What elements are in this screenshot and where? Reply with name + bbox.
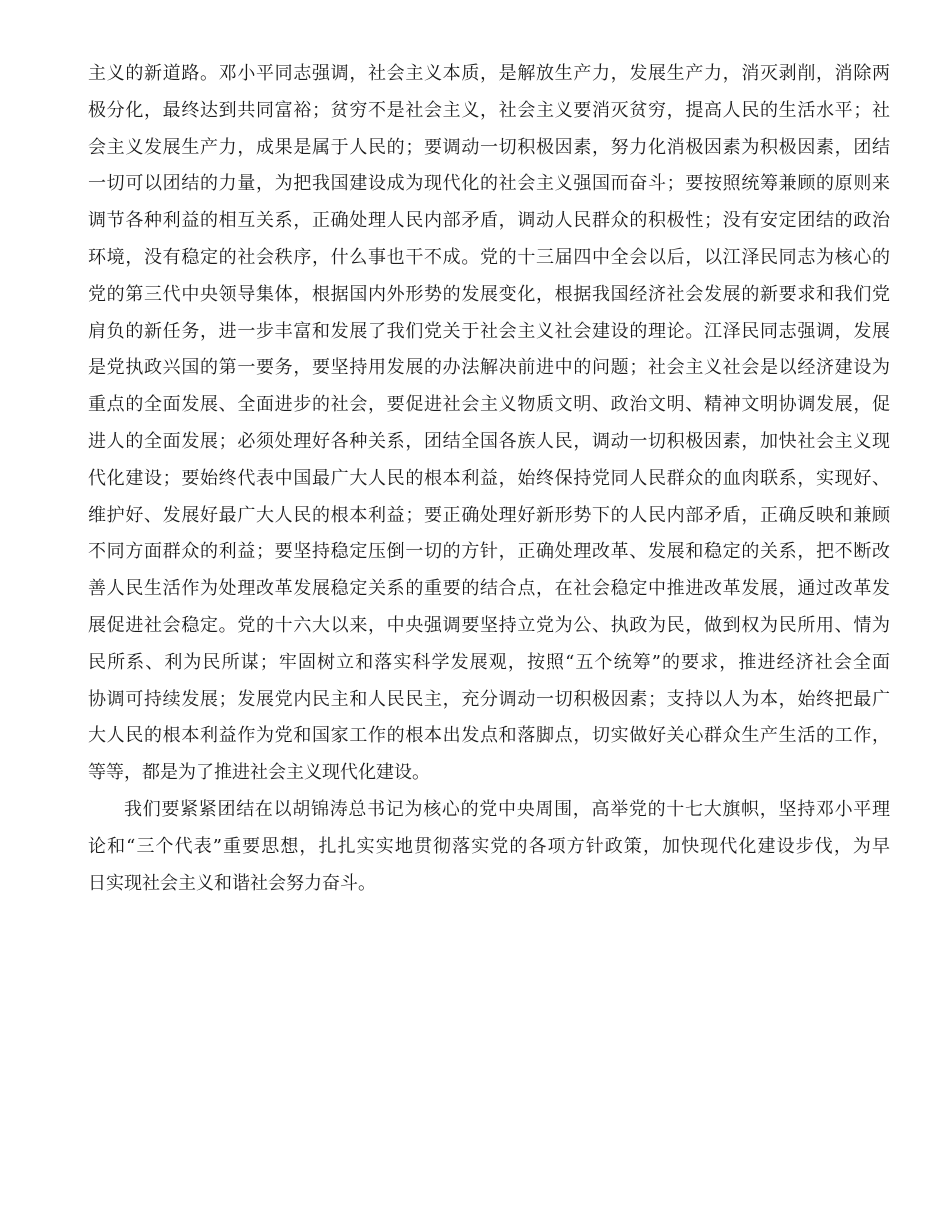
text-line: 肩负的新任务，进一步丰富和发展了我们党关于社会主义社会建设的理论。江泽民同志强调，发展 bbox=[88, 320, 890, 342]
text-line: 一切可以团结的力量，为把我国建设成为现代化的社会主义强国而奋斗；要按照统筹兼顾的原则来 bbox=[88, 173, 890, 195]
text-line: 重点的全面发展、全面进步的社会，要促进社会主义物质文明、政治文明、精神文明协调发展，促 bbox=[88, 394, 890, 416]
text-line: 主义的新道路。邓小平同志强调，社会主义本质，是解放生产力，发展生产力，消灭剥削，消除两 bbox=[88, 63, 890, 84]
text-line: 不同方面群众的利益；要坚持稳定压倒一切的方针，正确处理改革、发展和稳定的关系，把不断改 bbox=[88, 541, 890, 563]
text-line: 论和“三个代表”重要思想，扎扎实实地贯彻落实党的各项方针政策，加快现代化建设步伐，为早 bbox=[88, 835, 890, 857]
text-line: 会主义发展生产力，成果是属于人民的；要调动一切积极因素，努力化消极因素为积极因素，团结 bbox=[88, 136, 890, 158]
text-line: 代化建设；要始终代表中国最广大人民的根本利益，始终保持党同人民群众的血肉联系，实现好、 bbox=[88, 467, 890, 489]
text-line: 日实现社会主义和谐社会努力奋斗。 bbox=[88, 872, 376, 894]
text-line: 善人民生活作为处理改革发展稳定关系的重要的结合点，在社会稳定中推进改革发展，通过改革发 bbox=[88, 578, 890, 600]
text-line: 维护好、发展好最广大人民的根本利益；要正确处理好新形势下的人民内部矛盾，正确反映和兼顾 bbox=[88, 504, 890, 526]
text-line: 民所系、利为民所谋；牢固树立和落实科学发展观，按照“五个统筹”的要求，推进经济社会全面 bbox=[88, 651, 890, 673]
text-line: 调节各种利益的相互关系，正确处理人民内部矛盾，调动人民群众的积极性；没有安定团结的政治 bbox=[88, 210, 890, 232]
text-line: 环境，没有稳定的社会秩序，什么事也干不成。党的十三届四中全会以后，以江泽民同志为核心的 bbox=[88, 246, 890, 268]
text-line: 是党执政兴国的第一要务，要坚持用发展的办法解决前进中的问题；社会主义社会是以经济建设为 bbox=[88, 357, 890, 379]
paragraph-2 bbox=[88, 792, 890, 902]
text-line: 协调可持续发展；发展党内民主和人民民主，充分调动一切积极因素；支持以人为本，始终把最广 bbox=[88, 688, 890, 710]
paragraph-1 bbox=[88, 56, 890, 792]
text-line: 我们要紧紧团结在以胡锦涛总书记为核心的党中央周围，高举党的十七大旗帜，坚持邓小平理 bbox=[124, 798, 890, 820]
text-line: 展促进社会稳定。党的十六大以来，中央强调要坚持立党为公、执政为民，做到权为民所用、情为 bbox=[88, 614, 890, 636]
text-line: 党的第三代中央领导集体，根据国内外形势的发展变化，根据我国经济社会发展的新要求和我们党 bbox=[88, 283, 890, 305]
document-page bbox=[88, 56, 890, 902]
text-line: 进人的全面发展；必须处理好各种关系，团结全国各族人民，调动一切积极因素，加快社会主义现 bbox=[88, 430, 890, 452]
text-line: 大人民的根本利益作为党和国家工作的根本出发点和落脚点，切实做好关心群众生产生活的工作， bbox=[88, 725, 890, 747]
text-line: 极分化，最终达到共同富裕；贫穷不是社会主义，社会主义要消灭贫穷，提高人民的生活水平；社 bbox=[88, 99, 890, 121]
text-line: 等等，都是为了推进社会主义现代化建设。 bbox=[88, 762, 430, 784]
